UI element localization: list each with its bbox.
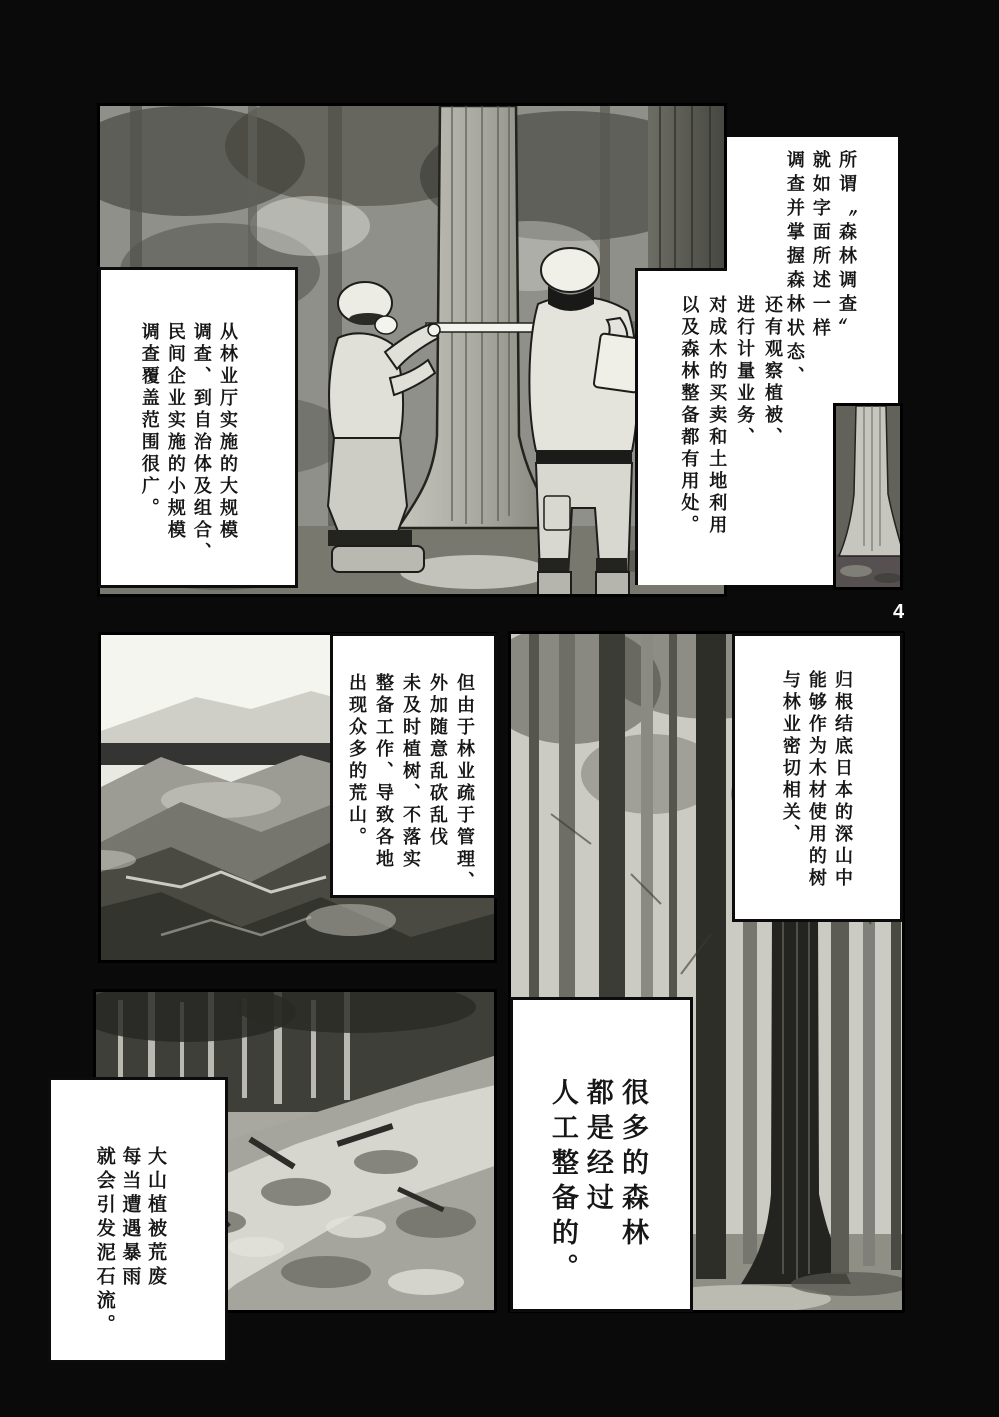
vertical-text-column: 以及森林整备都有用处。 <box>679 295 700 537</box>
vertical-text-column: 整备工作、导致各地 <box>374 673 394 871</box>
vertical-text-column: 调查并掌握森林状态、 <box>784 150 805 390</box>
text-survey-uses <box>674 295 786 575</box>
vertical-text-column: 外加随意乱砍乱伐 <box>428 673 448 849</box>
vertical-text-column: 民间企业实施的小规模 <box>165 322 186 542</box>
vertical-text-column: 大山植被荒废 <box>145 1146 166 1290</box>
vertical-text-column: 从林业厅实施的大规模 <box>218 322 238 542</box>
text-landslide-warning <box>91 1146 168 1346</box>
vertical-text-column: 与林业密切相关、 <box>780 670 801 846</box>
vertical-text-column: 所谓〝森林调查〞 <box>837 150 857 342</box>
vertical-text-column: 很多的森林 <box>618 1078 648 1253</box>
vertical-text-column: 人工整备的。 <box>547 1078 578 1288</box>
vertical-text-column: 都是经过 <box>582 1078 613 1218</box>
vertical-text-column: 就如字面所述一样 <box>810 150 831 342</box>
tree-trunk-base-artwork <box>836 406 903 590</box>
vertical-text-column: 调查覆盖范围很广。 <box>139 322 160 520</box>
vertical-text-column: 进行计量业务、 <box>735 295 756 449</box>
vertical-text-column: 未及时植树、不落实 <box>401 673 421 871</box>
page-number: 4 <box>893 601 905 623</box>
text-survey-definition <box>782 150 860 420</box>
vertical-text-column: 对成木的买卖和土地利用 <box>707 295 728 537</box>
text-agency-survey <box>137 322 241 586</box>
vertical-text-column: 调查、到自治体及组合、 <box>191 322 212 564</box>
text-manmade-forests <box>545 1078 650 1303</box>
vertical-text-column: 就会引发泥石流。 <box>93 1146 115 1338</box>
panel-tree-trunk-base <box>833 403 903 590</box>
vertical-text-column: 出现众多的荒山。 <box>347 673 367 849</box>
vertical-text-column: 每当遭遇暴雨 <box>119 1146 141 1290</box>
text-roots-mountains <box>778 670 856 910</box>
vertical-text-column: 能够作为木材使用的树 <box>806 670 827 890</box>
text-neglect-reason <box>343 673 478 895</box>
vertical-text-column: 还有观察植被、 <box>763 295 783 449</box>
vertical-text-column: 但由于林业疏于管理、 <box>455 673 475 893</box>
vertical-text-column: 归根结底日本的深山中 <box>833 670 853 890</box>
